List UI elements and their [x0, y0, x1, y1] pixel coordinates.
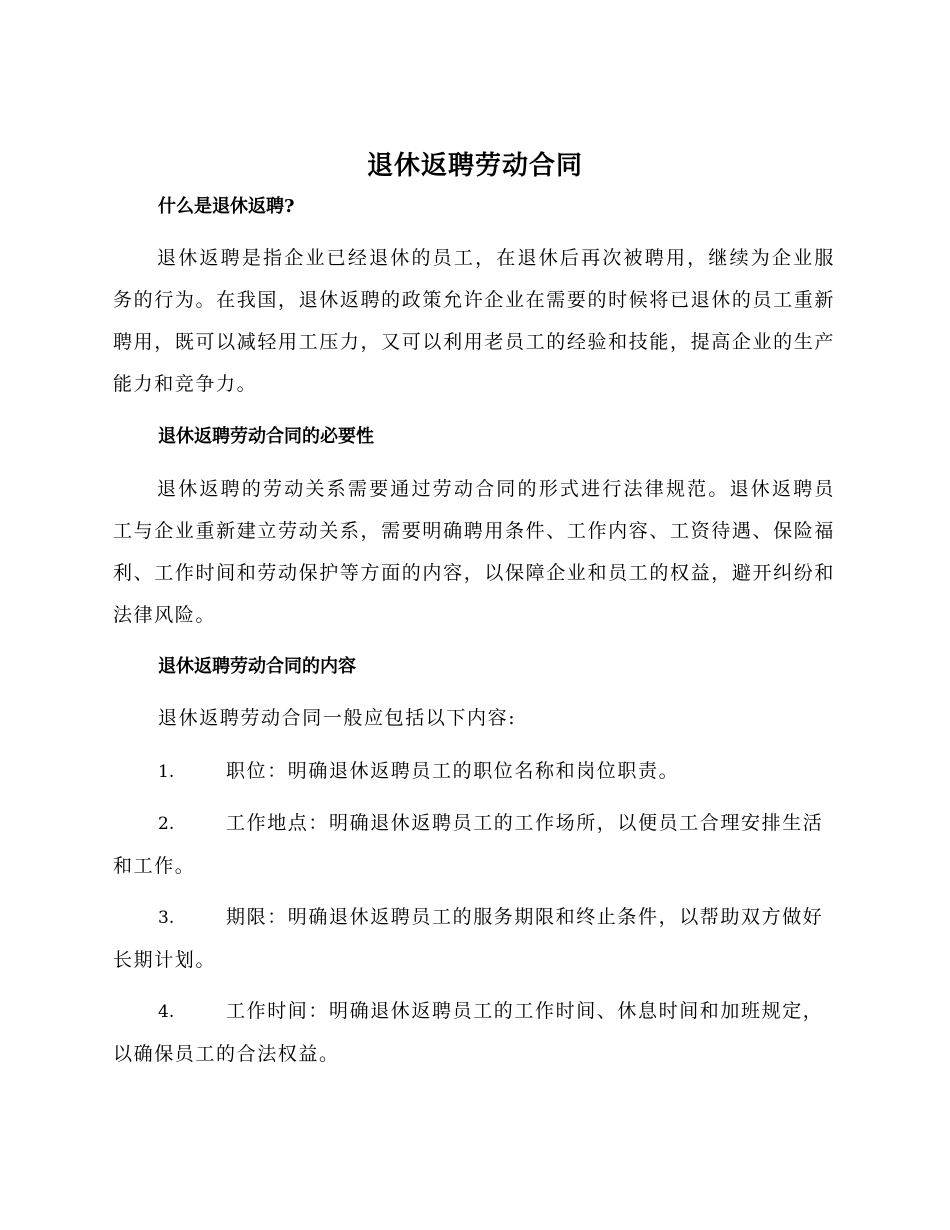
section-heading-necessity: 退休返聘劳动合同的必要性 — [158, 426, 374, 447]
list-item — [113, 750, 835, 793]
list-item-number: 1. — [158, 762, 175, 782]
list-item-text: 职位：明确退休返聘员工的职位名称和岗位职责。 — [226, 760, 680, 782]
list-item — [113, 802, 835, 887]
section-heading-what-is: 什么是退休返聘? — [158, 196, 295, 217]
section-intro-contents: 退休返聘劳动合同一般应包括以下内容: — [158, 707, 517, 729]
section-heading-contents: 退休返聘劳动合同的内容 — [158, 656, 356, 677]
list-item-number: 3. — [158, 908, 175, 928]
list-item-number: 4. — [158, 1002, 175, 1022]
list-item-text: 工作时间：明确退休返聘员工的工作时间、休息时间和加班规定，以确保员工的合法权益。 — [113, 1000, 824, 1065]
document-title: 退休返聘劳动合同 — [366, 151, 583, 181]
list-item — [113, 990, 835, 1075]
list-item-number: 2. — [158, 814, 175, 834]
list-item-text: 期限：明确退休返聘员工的服务期限和终止条件，以帮助双方做好长期计划。 — [113, 906, 824, 971]
section-paragraph-necessity: 退休返聘的劳动关系需要通过劳动合同的形式进行法律规范。退休返聘员工与企业重新建立劳动关系，需要明确聘用条件、工作内容、工资待遇、保险福利、工作时间和劳动保护等方面的内容，以保障企业和员工的权益，避开纠纷和法律风险。 — [113, 478, 835, 626]
list-item — [113, 896, 835, 981]
section-paragraph-what-is: 退休返聘是指企业已经退休的员工，在退休后再次被聘用，继续为企业服务的行为。在我国，退休返聘的政策允许企业在需要的时候将已退休的员工重新聘用，既可以减轻用工压力，又可以利用老员工的经验和技能，提高企业的生产能力和竞争力。 — [113, 247, 835, 395]
list-item-text: 工作地点：明确退休返聘员工的工作场所，以便员工合理安排生活和工作。 — [113, 812, 824, 877]
